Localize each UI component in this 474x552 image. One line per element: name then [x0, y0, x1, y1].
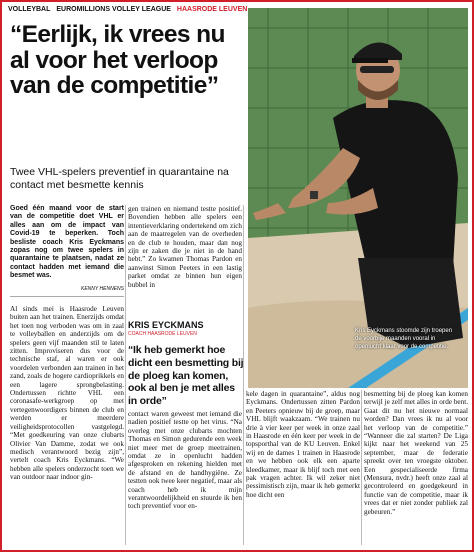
body-column-2b [128, 410, 242, 511]
body-text-2b: contact waren geweest met iemand die nadien positief testte op het virus. “Na overleg met onze clubarts mochten Thomas en Simon gedurende een week niet meer met de groep meetrainen, omdat ze in openlucht hadden afgesproken en rekening hielden met de afstand en de handhygiëne. Ze testten ook twee keer negatief, maar als coach heb ik mijn verantwoordelijkheid en stuurde ik hen toch preventief voor en- [128, 410, 242, 511]
column-divider [125, 205, 126, 545]
team-label: HAASRODE LEUVEN [176, 6, 248, 13]
body-text-2: gen trainen en niemand testte positief. Bovendien hebben alle spelers een intentieverklaring ondertekend om zich aan de maatregelen van de overheden en de club te houden, maar dan nog zijn er zaken die je niet in de hand hebt.” Zo kwamen Thomas Pardon en aanwinst Simon Peeters in een lastig parket omdat ze binnen hun eigen bubbel in [128, 205, 242, 289]
body-column-1 [10, 305, 124, 482]
headline: “Eerlijk, ik vrees nu al voor het verloop van de competitie” [10, 21, 225, 99]
column-divider [361, 390, 362, 545]
body-column-3 [246, 390, 360, 499]
section-header [8, 6, 248, 18]
body-column-2 [128, 205, 242, 289]
league-label: EUROMILLIONS VOLLEY LEAGUE [56, 6, 171, 13]
lead-paragraph: Goed één maand voor de start van de competitie doet VHL er alles aan om de impact van Covid-19 te beperken. Toch besliste coach Kris Eyckmans zopas nog om twee spelers in quarantaine te plaatsen, nadat ze contact hadden met iemand die besmet was. [10, 205, 124, 280]
section-label: VOLLEYBAL [8, 6, 51, 13]
byline: KENNY HENNENS [10, 285, 124, 297]
pull-quote: “Ik heb gemerkt hoe dicht een besmetting bij de ploeg kan komen, ook al ben je met alles in orde” [128, 344, 244, 408]
body-text-1: Al sinds mei is Haasrode Leuven buiten aan het trainen. Enerzijds omdat het toen nog verboden was om in zaal te volleyballen en anderzijds om de spelers geen vijf maanden stil te laten zitten. Improviseren dus voor de technische staf, al waren er ook voordelen verbonden aan trainen in het zand, zoals de hogere cardioprikkels en een lagere sprongbelasting. Ondertussen richtte VHL een coronasafe-werkgroep op met vertegenwoordigers binnen de club en werden er meerdere veiligheidsprotocollen vastgelegd. “Met goedkeuring van onze clubarts Olivier Van Damme, zodat we ook medisch verantwoord bezig zijn”, vertelt coach Kris Eyckmans. “We hebben alle spelers onderzocht toen we van outdoor naar indoor gin- [10, 305, 124, 482]
quote-author-role: COACH HAASRODE LEUVEN [128, 331, 197, 337]
lead-column [10, 205, 124, 297]
body-text-4: besmetting bij de ploeg kan komen terwijl je zelf met alles in orde bent. Gaat dit nu het nieuwe normaal worden? Dan vrees ik nu al voor het verloop van de competitie.” “Wanneer die zal starten? De Liga kijkt naar het weekend van 25 september, maar de federatie spreekt over ten vroegste oktober. Een gespecialiseerde firma (Mensura, nvdr.) heeft onze zaal al gecontroleerd en goedgekeurd in functie van de competitie, maar ik vrees dat er niet zonder publiek zal gebeuren.” [364, 390, 468, 516]
quote-author: KRIS EYCKMANS [128, 320, 204, 330]
photo-caption: Kris Eyckmans stoomde zijn troepen de voorbije maanden vooral in openlucht klaar voor de competitie. [355, 328, 453, 350]
body-column-4 [364, 390, 468, 516]
column-divider [243, 205, 244, 545]
subheadline: Twee VHL-spelers preventief in quarantaine na contact met besmette kennis [10, 166, 229, 191]
body-text-3: kele dagen in quarantaine”, aldus nog Eyckmans. Ondertussen zitten Pardon en Peeters opnieuw bij de groep, maar VHL blijft waakzaam. “We trainen nu drie à vier keer per week in onze zaal in Haasrode en één keer per week in de topsporthal van de KU Leuven. Enkel wij en de dames 1 trainen in Haasrode en we hebben ook elk een aparte kleedkamer, maar ik blijf toch met een pak vragen achter. Ik wil zeker niet pessimistisch zijn, maar ik heb gemerkt hoe dicht een [246, 390, 360, 499]
